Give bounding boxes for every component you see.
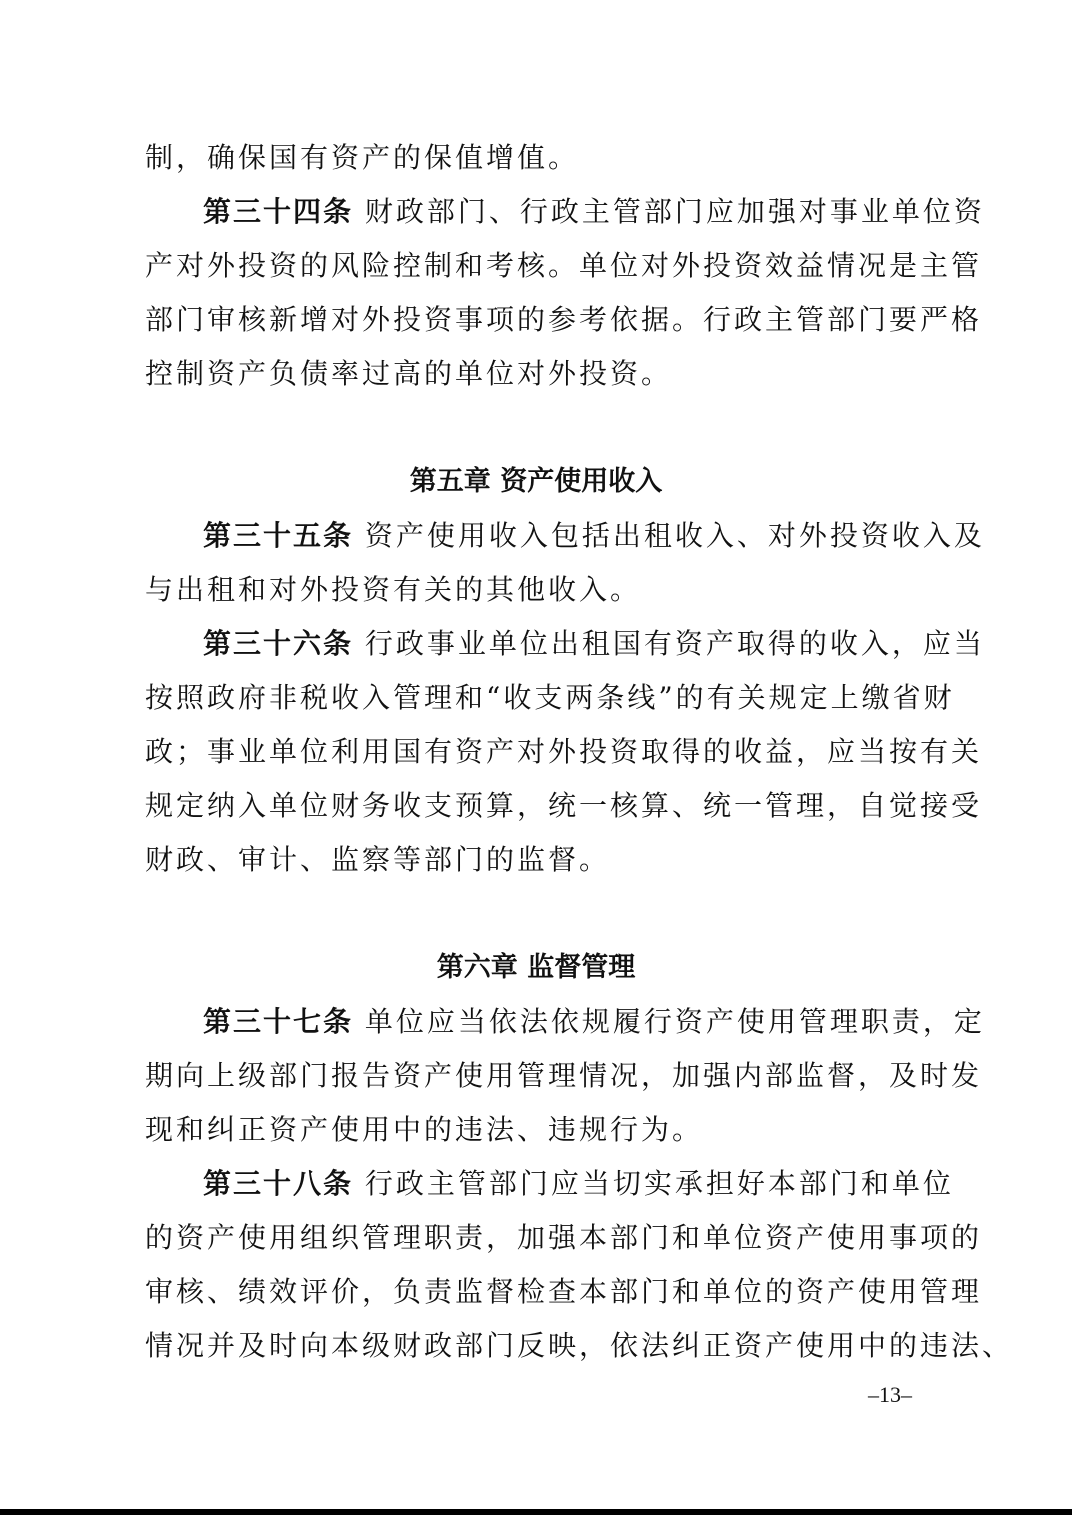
paragraph-line: 审核、绩效评价，负责监督检查本部门和单位的资产使用管理 xyxy=(145,1275,983,1308)
paragraph-line: 制，确保国有资产的保值增值。 xyxy=(145,141,580,174)
article-34-text: 财政部门、行政主管部门应加强对事业单位资 xyxy=(364,195,985,228)
article-35-text: 资产使用收入包括出租收入、对外投资收入及 xyxy=(364,519,985,552)
article-37-line xyxy=(203,1000,985,1044)
article-36-title: 第三十六条 xyxy=(203,627,354,660)
article-37-title: 第三十七条 xyxy=(203,1005,354,1038)
article-38-text: 行政主管部门应当切实承担好本部门和单位 xyxy=(364,1167,954,1200)
article-37-text: 单位应当依法依规履行资产使用管理职责，定 xyxy=(364,1005,985,1038)
paragraph-line: 产对外投资的风险控制和考核。单位对外投资效益情况是主管 xyxy=(145,249,983,282)
page-number: –13– xyxy=(868,1382,912,1407)
article-35-line xyxy=(203,514,985,558)
article-36-text: 行政事业单位出租国有资产取得的收入，应当 xyxy=(364,627,985,660)
article-35-title: 第三十五条 xyxy=(203,519,354,552)
article-38-title: 第三十八条 xyxy=(203,1167,354,1200)
bottom-border xyxy=(0,1509,1072,1515)
article-34-line xyxy=(203,190,985,234)
article-38-line xyxy=(203,1162,954,1206)
paragraph-line: 财政、审计、监察等部门的监督。 xyxy=(145,843,611,876)
paragraph-line: 的资产使用组织管理职责，加强本部门和单位资产使用事项的 xyxy=(145,1221,983,1254)
paragraph-line: 控制资产负债率过高的单位对外投资。 xyxy=(145,357,673,390)
paragraph-line: 按照政府非税收入管理和“收支两条线”的有关规定上缴省财 xyxy=(145,681,955,714)
paragraph-line: 规定纳入单位财务收支预算，统一核算、统一管理，自觉接受 xyxy=(145,789,983,822)
paragraph-line: 政；事业单位利用国有资产对外投资取得的收益，应当按有关 xyxy=(145,735,983,768)
article-34-title: 第三十四条 xyxy=(203,195,354,228)
paragraph-line: 现和纠正资产使用中的违法、违规行为。 xyxy=(145,1113,704,1146)
paragraph-line: 情况并及时向本级财政部门反映，依法纠正资产使用中的违法、 xyxy=(145,1329,1014,1362)
paragraph-line: 期向上级部门报告资产使用管理情况，加强内部监督，及时发 xyxy=(145,1059,983,1092)
article-36-line xyxy=(203,622,985,666)
paragraph-line: 与出租和对外投资有关的其他收入。 xyxy=(145,573,642,606)
paragraph-line: 部门审核新增对外投资事项的参考依据。行政主管部门要严格 xyxy=(145,303,983,336)
chapter-5-heading: 第五章 资产使用收入 xyxy=(409,466,663,497)
chapter-6-heading: 第六章 监督管理 xyxy=(436,952,636,983)
